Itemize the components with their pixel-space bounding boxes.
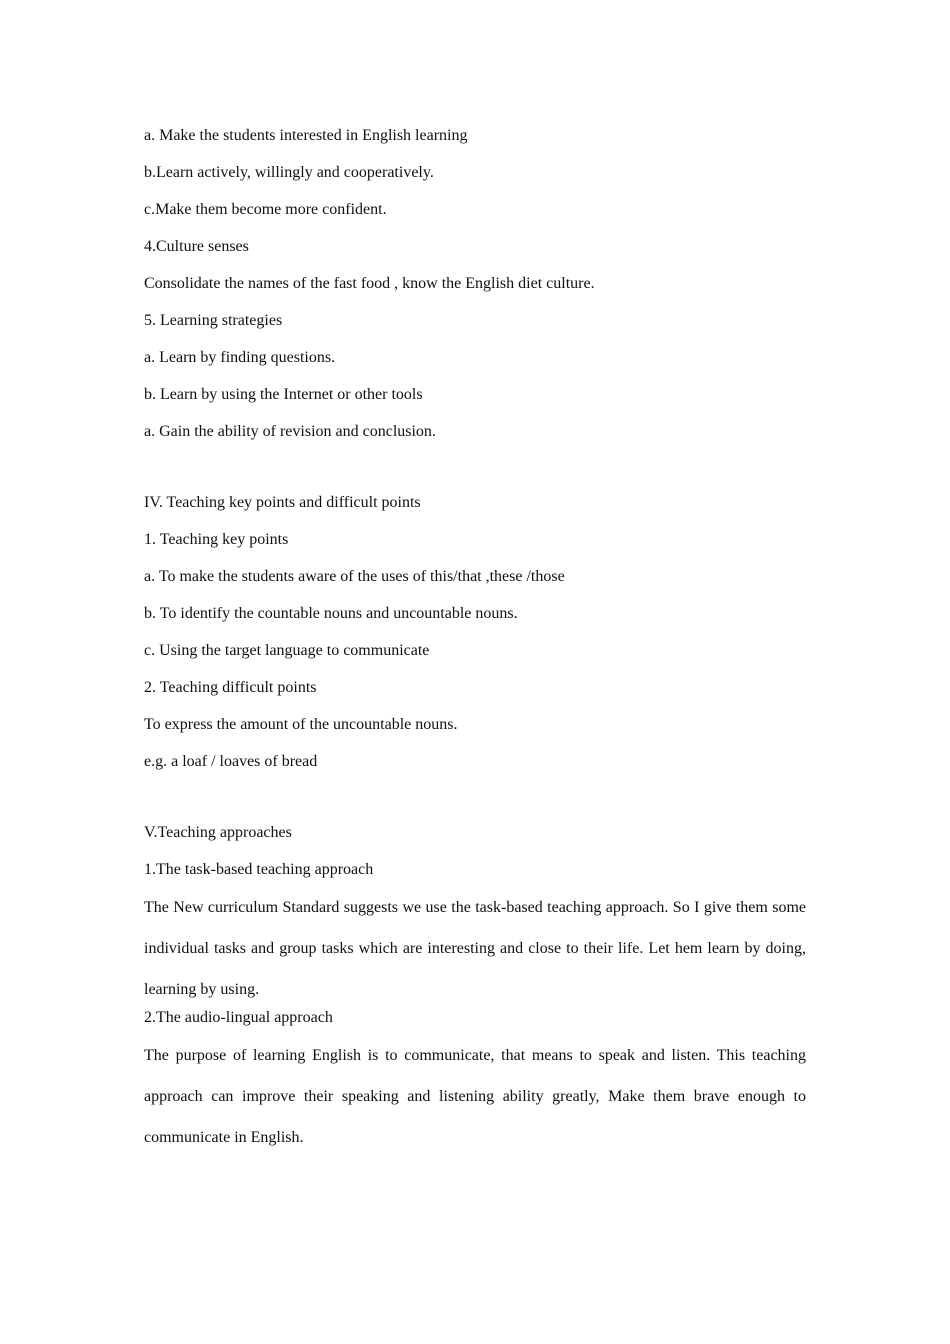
approach1-title: 1.The task-based teaching approach xyxy=(144,861,374,878)
strategy-b: b. Learn by using the Internet or other tools xyxy=(144,386,423,403)
key-points-subheading: 1. Teaching key points xyxy=(144,531,289,548)
approaches-heading: V.Teaching approaches xyxy=(144,824,292,841)
approach2-title: 2.The audio-lingual approach xyxy=(144,1009,333,1026)
objective-a: a. Make the students interested in English learning xyxy=(144,127,468,144)
document-body xyxy=(144,124,806,1154)
key-point-c: c. Using the target language to communicate xyxy=(144,642,430,659)
strategy-c: a. Gain the ability of revision and conclusion. xyxy=(144,423,436,440)
objective-b: b.Learn actively, willingly and cooperatively. xyxy=(144,164,434,181)
difficult-points-heading: 2. Teaching difficult points xyxy=(144,679,317,696)
key-points-heading: IV. Teaching key points and difficult points xyxy=(144,494,421,511)
difficult-point-example: e.g. a loaf / loaves of bread xyxy=(144,753,318,770)
key-point-a: a. To make the students aware of the uses of this/that ,these /those xyxy=(144,568,565,585)
culture-heading: 4.Culture senses xyxy=(144,238,249,255)
spacer xyxy=(144,457,806,491)
difficult-point-text: To express the amount of the uncountable nouns. xyxy=(144,716,458,733)
strategy-a: a. Learn by finding questions. xyxy=(144,349,336,366)
culture-text: Consolidate the names of the fast food , know the English diet culture. xyxy=(144,275,595,292)
spacer xyxy=(144,787,806,821)
approach2-paragraph: The purpose of learning English is to communicate, that means to speak and listen. This teaching approach can improve their speaking and listening ability greatly, Make them brave enough to communicate in English. xyxy=(144,1047,806,1146)
objective-c: c.Make them become more confident. xyxy=(144,201,387,218)
key-point-b: b. To identify the countable nouns and uncountable nouns. xyxy=(144,605,518,622)
approach1-paragraph: The New curriculum Standard suggests we use the task-based teaching approach. So I give them some individual tasks and group tasks which are interesting and close to their life. Let hem learn by doing, learning by using. xyxy=(144,899,806,998)
strategies-heading: 5. Learning strategies xyxy=(144,312,283,329)
